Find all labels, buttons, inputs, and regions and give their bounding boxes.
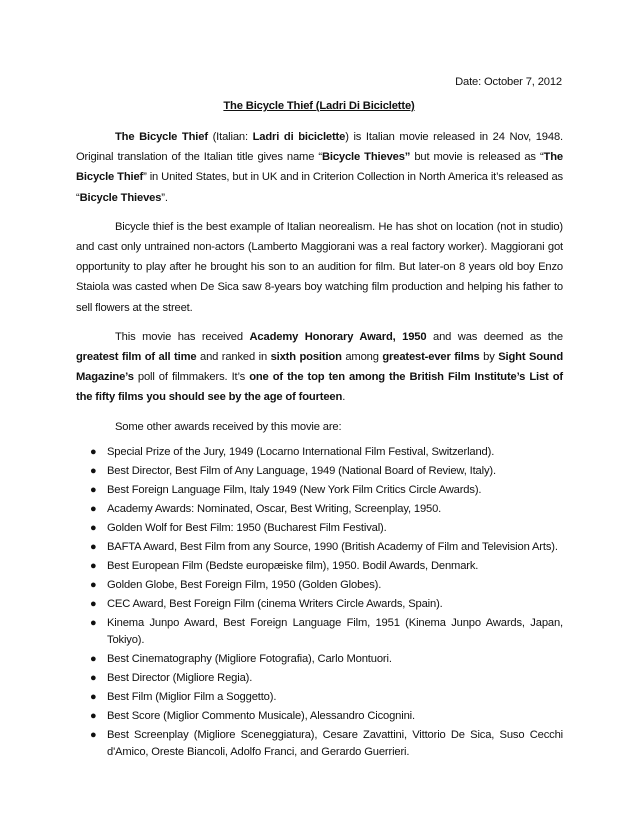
bullet-icon: ● bbox=[90, 653, 97, 666]
text-run: Bicycle thief is the best example of Italian neorealism. He has shot on location (not in studio) and cast only untrained non-actors (Lamberto Maggiorani was a real factory worker). Maggiorani got opportunity to play after he brought his son to an audition for film. But later-on 8 years old boy Enzo Staiola was casted when De Sica saw 8-years boy watching film production and helping his father to sell flowers at the street. bbox=[76, 220, 563, 314]
bold-text: Academy Honorary Award, 1950 bbox=[249, 330, 427, 343]
bold-text: Bicycle Thieves” bbox=[321, 151, 411, 164]
text-run: and ranked in bbox=[196, 351, 271, 364]
award-list-item bbox=[76, 444, 563, 461]
award-list-item bbox=[76, 501, 563, 518]
award-text: Best Director, Best Film of Any Language, 1949 (National Board of Review, Italy). bbox=[107, 464, 496, 477]
text-run: and was deemed as the bbox=[426, 330, 563, 343]
award-text: Academy Awards: Nominated, Oscar, Best Writing, Screenplay, 1950. bbox=[107, 502, 442, 515]
text-run: (Italian: bbox=[207, 131, 253, 143]
award-text: Golden Globe, Best Foreign Film, 1950 (Golden Globes). bbox=[107, 578, 382, 591]
bold-text: Bicycle Thieves bbox=[79, 191, 162, 204]
paragraph-neorealism bbox=[76, 217, 563, 318]
award-text: Best European Film (Bedste europæiske film), 1950. Bodil Awards, Denmark. bbox=[107, 559, 479, 572]
bullet-icon: ● bbox=[90, 578, 97, 591]
award-text: Best Director (Migliore Regia). bbox=[107, 672, 253, 685]
text-run: among bbox=[341, 351, 383, 364]
award-list-item bbox=[76, 708, 563, 725]
paragraph-honors bbox=[76, 327, 563, 408]
award-list-item bbox=[76, 596, 563, 613]
bullet-icon: ● bbox=[90, 672, 97, 685]
text-run: ” in United States, but in UK and in Criterion Collection in North America it’s released as “ bbox=[76, 171, 563, 204]
bold-text: greatest-ever films bbox=[382, 351, 480, 364]
award-text: Kinema Junpo Award, Best Foreign Language Film, 1951 (Kinema Junpo Awards, Japan, Tokiyo). bbox=[107, 616, 563, 647]
bold-text: sixth position bbox=[270, 351, 342, 364]
text-run: This movie has received bbox=[115, 330, 250, 343]
paragraph-intro bbox=[76, 127, 563, 208]
award-list-item bbox=[76, 463, 563, 480]
awards-intro: Some other awards received by this movie are: bbox=[115, 420, 342, 433]
text-run: . bbox=[342, 391, 346, 404]
award-text: CEC Award, Best Foreign Film (cinema Writers Circle Awards, Spain). bbox=[107, 597, 443, 610]
award-list-item bbox=[76, 539, 563, 556]
awards-list bbox=[76, 444, 563, 762]
bold-text: The Bicycle Thief bbox=[115, 131, 208, 143]
bullet-icon: ● bbox=[90, 483, 97, 496]
bullet-icon: ● bbox=[90, 540, 97, 553]
award-text: Best Score (Miglior Commento Musicale), Alessandro Cicognini. bbox=[107, 710, 415, 723]
bold-text: greatest film of all time bbox=[76, 351, 197, 364]
document-title: The Bicycle Thief (Ladri Di Biciclette) bbox=[223, 100, 415, 112]
bullet-icon: ● bbox=[90, 710, 97, 723]
bullet-icon: ● bbox=[90, 729, 97, 742]
text-run: poll of filmmakers. It’s bbox=[133, 371, 250, 384]
bullet-icon: ● bbox=[90, 559, 97, 572]
award-text: Best Foreign Language Film, Italy 1949 (New York Film Critics Circle Awards). bbox=[107, 483, 482, 496]
award-list-item bbox=[76, 577, 563, 594]
award-text: Golden Wolf for Best Film: 1950 (Bucharest Film Festival). bbox=[107, 521, 387, 534]
bold-text: The Bicycle Thief bbox=[76, 151, 563, 184]
bold-text: Ladri di biciclette bbox=[252, 131, 346, 143]
text-run: ) is Italian movie released in 24 Nov, 1948. Original translation of the Italian title gives name “ bbox=[76, 131, 563, 164]
award-list-item bbox=[76, 482, 563, 499]
bullet-icon: ● bbox=[90, 691, 97, 704]
bullet-icon: ● bbox=[90, 597, 97, 610]
text-run: by bbox=[479, 351, 499, 364]
award-text: Best Cinematography (Migliore Fotografia), Carlo Montuori. bbox=[107, 653, 392, 666]
bold-text: Sight Sound Magazine’s bbox=[76, 351, 564, 384]
document-body bbox=[76, 127, 563, 763]
bullet-icon: ● bbox=[90, 502, 97, 515]
bullet-icon: ● bbox=[90, 616, 97, 629]
text-run: ”. bbox=[161, 191, 168, 204]
award-text: Special Prize of the Jury, 1949 (Locarno International Film Festival, Switzerland). bbox=[107, 445, 495, 458]
award-list-item bbox=[76, 651, 563, 668]
bullet-icon: ● bbox=[90, 445, 97, 458]
award-list-item bbox=[76, 689, 563, 706]
award-list-item bbox=[76, 520, 563, 537]
award-text: Best Screenplay (Migliore Sceneggiatura), Cesare Zavattini, Vittorio De Sica, Suso Cecchi d'Amico, Oreste Biancoli, Adolfo Franci, and Gerardo Guerrieri. bbox=[107, 729, 563, 759]
document-date: Date: October 7, 2012 bbox=[455, 76, 562, 88]
award-list-item bbox=[76, 558, 563, 575]
award-list-item bbox=[76, 727, 563, 762]
award-text: BAFTA Award, Best Film from any Source, 1990 (British Academy of Film and Television Arts). bbox=[107, 540, 558, 553]
award-text: Best Film (Miglior Film a Soggetto). bbox=[107, 691, 277, 704]
bullet-icon: ● bbox=[90, 464, 97, 477]
bold-text: one of the top ten among the British Film Institute’s List of the fifty films you should see by the age of fourteen bbox=[76, 371, 563, 404]
award-list-item bbox=[76, 615, 563, 650]
text-run: but movie is released as “ bbox=[410, 151, 544, 164]
award-list-item bbox=[76, 670, 563, 687]
bullet-icon: ● bbox=[90, 521, 97, 534]
